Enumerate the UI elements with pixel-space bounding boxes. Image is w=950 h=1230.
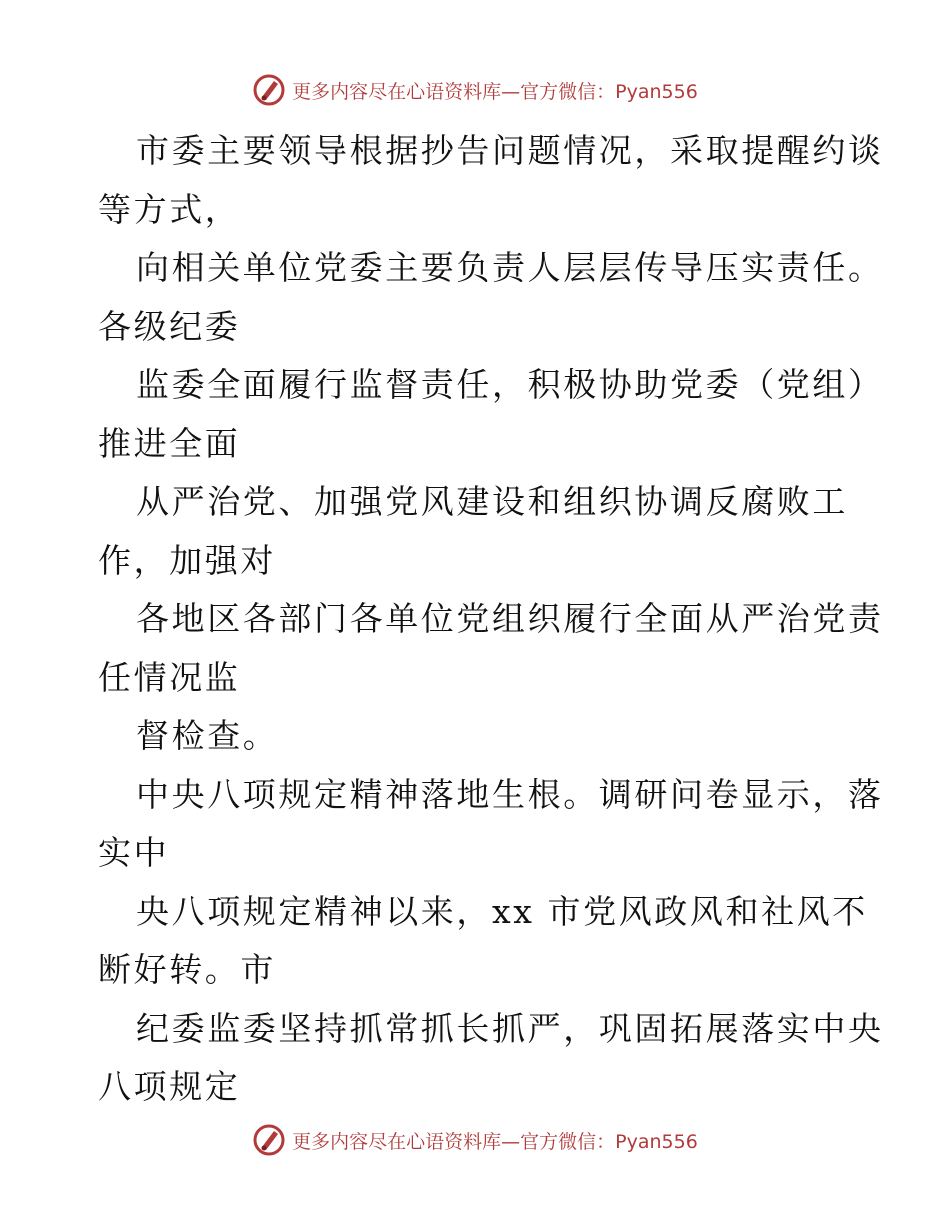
banner-text: 更多内容尽在心语资料库—官方微信：Pyan556 — [292, 1130, 698, 1153]
text-line: 向相关单位党委主要负责人层层传导压实责任。 — [136, 248, 884, 287]
pen-seal-logo-icon — [252, 1123, 286, 1157]
document-body — [98, 122, 884, 1117]
text-line: 任情况监 — [98, 657, 241, 697]
text-line: 各级纪委 — [98, 306, 241, 346]
text-line: 等方式， — [98, 189, 241, 229]
text-line: 监委全面履行监督责任，积极协助党委（党组） — [136, 365, 884, 404]
text-line: 各地区各部门各单位党组织履行全面从严治党责 — [136, 599, 884, 638]
text-line: 央八项规定精神以来，xx 市党风政风和社风不 — [136, 891, 868, 931]
text-line: 督检查。 — [136, 716, 279, 755]
text-line: 市委主要领导根据抄告问题情况，采取提醒约谈 — [136, 131, 884, 170]
text-line: 推进全面 — [98, 423, 241, 463]
header-banner — [0, 70, 950, 110]
text-line: 中央八项规定精神落地生根。调研问卷显示，落 — [136, 774, 884, 814]
banner-text: 更多内容尽在心语资料库—官方微信：Pyan556 — [292, 80, 698, 103]
text-line: 纪委监委坚持抓常抓长抓严，巩固拓展落实中央 — [136, 1008, 884, 1048]
text-line: 实中 — [98, 833, 170, 872]
footer-banner — [0, 1120, 950, 1160]
text-line: 作，加强对 — [98, 540, 276, 580]
text-line: 八项规定 — [98, 1067, 241, 1106]
pen-seal-logo-icon — [252, 73, 286, 107]
text-line: 断好转。市 — [98, 950, 276, 989]
text-line: 从严治党、加强党风建设和组织协调反腐败工 — [136, 482, 848, 521]
